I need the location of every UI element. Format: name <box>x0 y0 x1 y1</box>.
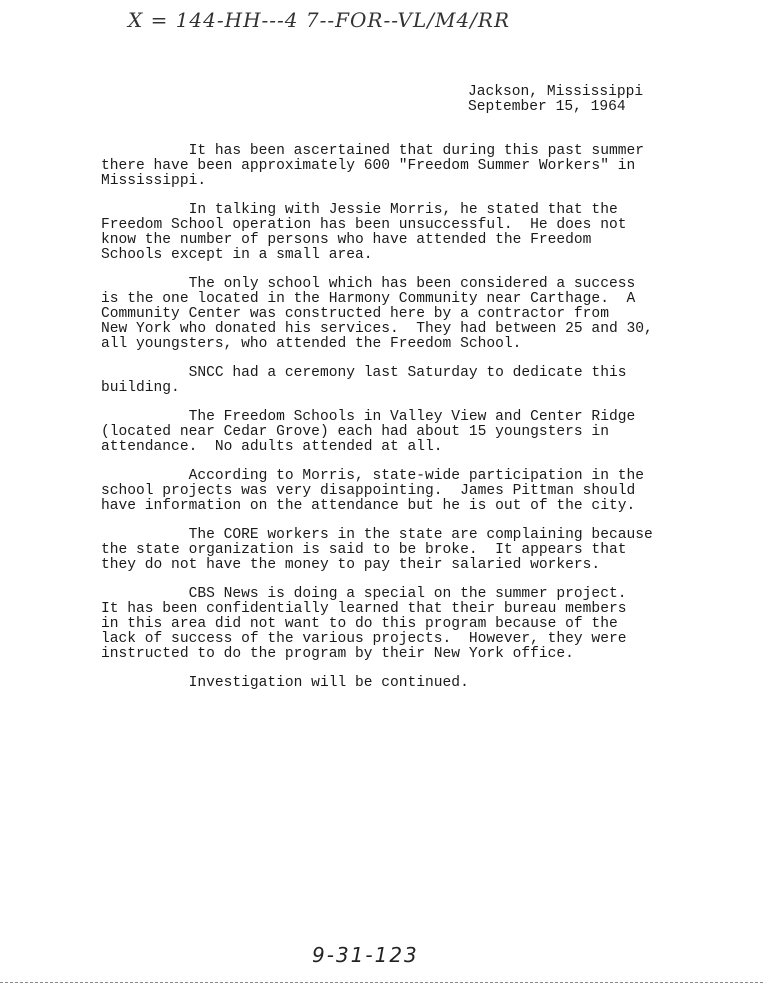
file-number: 9-31-123 <box>312 943 419 967</box>
page-edge-divider <box>0 982 763 983</box>
paragraph: SNCC had a ceremony last Saturday to dedicate this building. <box>101 365 627 396</box>
paragraph: The only school which has been considered a success is the one located in the Harmony Community near Carthage. A Community Center was constructed here by a contractor from New York who donated his services. They had between 25 and 30, all youngsters, who attended the Freedom School. <box>101 276 653 352</box>
memo-body <box>101 144 653 705</box>
paragraph: According to Morris, state-wide participation in the school projects was very disappointing. James Pittman should have information on the attendance but he is out of the city. <box>101 468 644 514</box>
handwritten-annotation <box>128 8 510 32</box>
paragraph: CBS News is doing a special on the summer project. It has been confidentially learned that their bureau members in this area did not want to do this program because of the lack of success of the various projects. However, they were instructed to do the program by their New York office. <box>101 586 627 662</box>
date: September 15, 1964 <box>468 99 626 115</box>
paragraph: Investigation will be continued. <box>101 675 469 691</box>
paragraph: It has been ascertained that during this past summer there have been approximately 600 "Freedom Summer Workers" in Mississippi. <box>101 143 644 189</box>
paragraph: The Freedom Schools in Valley View and Center Ridge (located near Cedar Grove) each had about 15 youngsters in attendance. No adults attended at all. <box>101 409 636 455</box>
handwritten-annotation-text: X = 144-HH---4 7--FOR--VL/M4/RR <box>128 8 511 32</box>
place: Jackson, Mississippi <box>468 84 644 100</box>
dateline <box>468 85 643 115</box>
paragraph: The CORE workers in the state are complaining because the state organization is said to be broke. It appears that they do not have the money to pay their salaried workers. <box>101 527 653 573</box>
paragraph: In talking with Jessie Morris, he stated that the Freedom School operation has been unsuccessful. He does not know the number of persons who have attended the Freedom Schools except in a small area. <box>101 202 627 263</box>
